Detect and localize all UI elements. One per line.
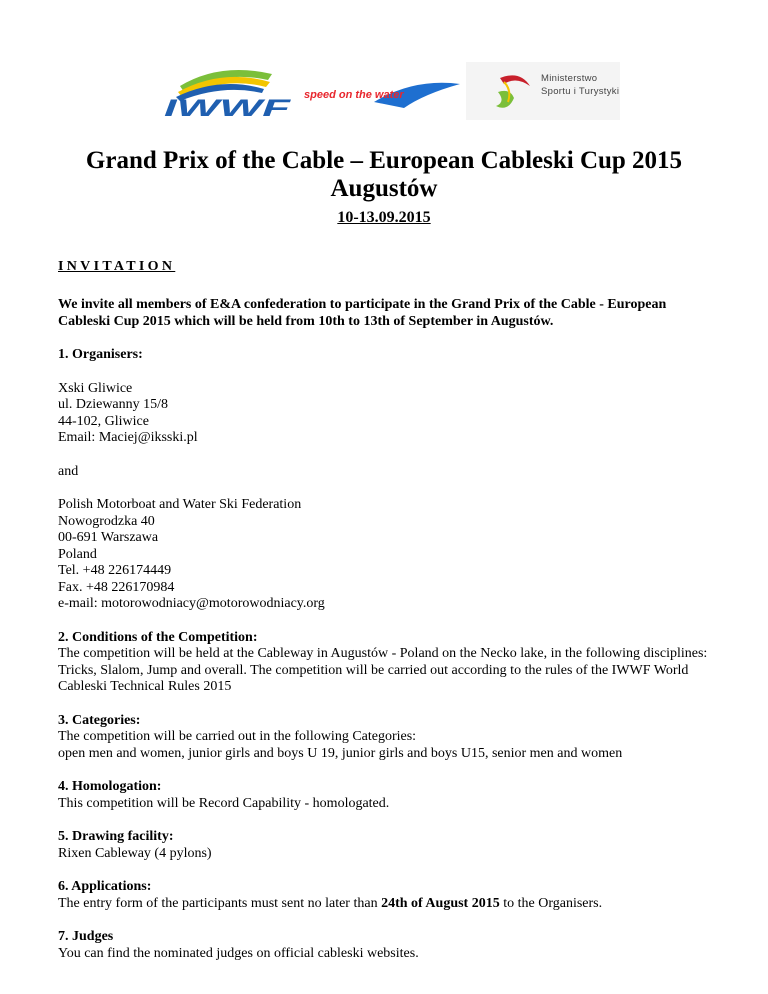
org1-line: 44-102, Gliwice	[58, 413, 149, 429]
organisers-heading: 1. Organisers:	[58, 347, 143, 362]
event-date: 10-13.09.2015	[337, 209, 431, 226]
homologation-heading: 4. Homologation:	[58, 779, 162, 794]
org2-fax: Fax. +48 226170984	[58, 579, 175, 595]
org2-line: 00-691 Warszawa	[58, 530, 159, 545]
conditions-heading: 2. Conditions of the Competition:	[58, 629, 258, 645]
org2-line: Nowogrodzka 40	[58, 513, 155, 529]
ministry-emblem-icon	[490, 72, 536, 112]
intro-paragraph: We invite all members of E&A confederation to participate in the Grand Prix of the Cable - European Cableski Cup 2015 which will be held from 10th to 13th of September in Augustów.	[58, 297, 667, 329]
ministry-line2: Sportu i Turystyki	[541, 86, 620, 97]
applications-text	[58, 896, 718, 913]
applications-text-before: The entry form of the participants must sent no later than	[58, 895, 382, 911]
org2-phone: Tel. +48 226174449	[58, 563, 172, 578]
categories-heading: 3. Categories:	[58, 712, 141, 728]
speed-logo-text: speed on the water	[304, 89, 404, 101]
org2-line: Poland	[58, 546, 97, 562]
page-title-location: Augustów	[330, 175, 438, 202]
org1-line: Xski Gliwice	[58, 380, 133, 396]
drawing-heading: 5. Drawing facility:	[58, 829, 174, 844]
org2-email: e-mail: motorowodniacy@motorowodniacy.org	[58, 596, 325, 611]
applications-text-after: to the Organisers.	[499, 895, 603, 911]
judges-text: You can find the nominated judges on official cableski websites.	[58, 945, 419, 961]
judges-heading: 7. Judges	[58, 929, 114, 944]
document-body	[58, 297, 718, 962]
speed-on-the-water-logo	[304, 72, 464, 112]
org1-line: ul. Dziewanny 15/8	[58, 397, 169, 412]
page-title: Grand Prix of the Cable – European Cableski Cup 2015	[85, 147, 683, 174]
org2-line: Polish Motorboat and Water Ski Federation	[58, 497, 302, 512]
org1-email: Email: Maciej@iksski.pl	[58, 430, 198, 445]
homologation-text: This competition will be Record Capability - homologated.	[58, 795, 390, 811]
logo-bar	[160, 62, 620, 120]
and-text: and	[58, 463, 79, 479]
ministry-logo	[466, 62, 620, 120]
ministry-line1: Ministerstwo	[541, 73, 598, 84]
invitation-heading: INVITATION	[58, 259, 176, 274]
iwwf-logo	[160, 64, 296, 118]
conditions-text: The competition will be held at the Cableway in Augustów - Poland on the Necko lake, in the following disciplines: Tricks, Slalom, Jump and overall. The competition will be carried out according to the rules of the IWWF World Cableski Technical Rules 2015	[58, 646, 708, 694]
iwwf-logo-text: IWWF	[164, 95, 293, 118]
applications-heading: 6. Applications:	[58, 879, 152, 894]
categories-intro: The competition will be carried out in the following Categories:	[58, 729, 417, 744]
categories-list: open men and women, junior girls and boys U 19, junior girls and boys U15, senior men and women	[58, 745, 623, 761]
applications-deadline: 24th of August 2015	[381, 895, 500, 911]
drawing-text: Rixen Cableway (4 pylons)	[58, 845, 212, 861]
